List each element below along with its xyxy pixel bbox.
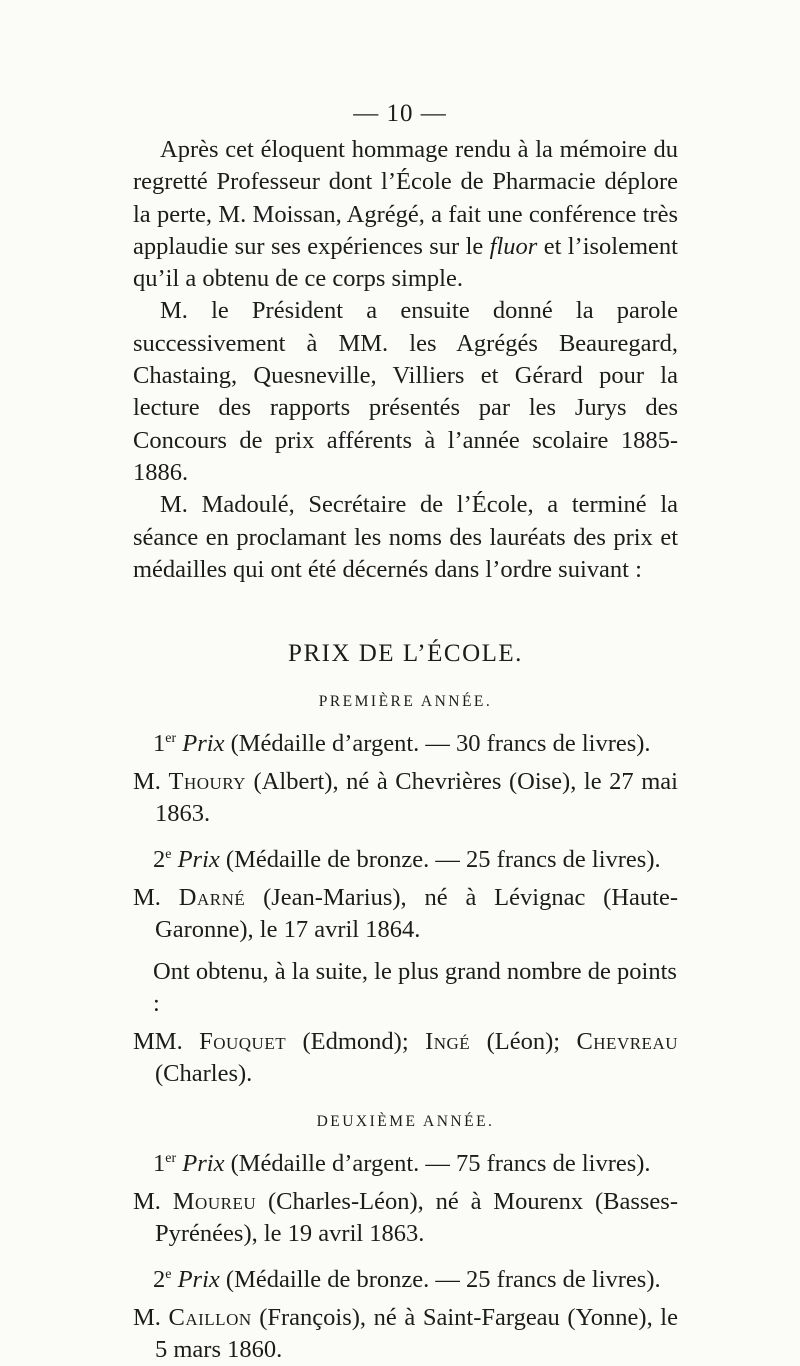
winner-name: Darné (178, 884, 246, 912)
year-heading: DEUXIÈME ANNÉE. (316, 1113, 495, 1131)
winner-name: Thoury (168, 768, 246, 796)
paragraph-text: Après cet éloquent hommage rendu à la mémoire du regretté Professeur dont l’École de Pharmacie déplore la perte, M. Moissan, Agrégé, a fait une conférence très applaudie sur ses expériences sur le (133, 136, 678, 260)
winner-details: (Albert), né à Chevrières (Oise), le 27 mai 1863. (155, 768, 678, 828)
winner-name: Moureu (172, 1188, 257, 1216)
winner-line (133, 1302, 678, 1366)
prize-line (133, 1264, 678, 1296)
italic-term: fluor (489, 232, 538, 260)
prize-line (133, 844, 678, 876)
winner-line (133, 1186, 678, 1250)
prize-label: Prix (182, 730, 225, 758)
prize-label: Prix (177, 1266, 220, 1294)
prize-label: Prix (177, 846, 220, 874)
winner-prefix: M. (133, 768, 169, 796)
prize-rank-suffix: er (165, 731, 177, 747)
paragraph-president: M. le Président a ensuite donné la parole successivement à MM. les Agrégés Beauregard, Chastaing, Quesneville, Villiers et Gérard pour la lecture des rapports présentés par les Jurys des Concours de prix afférents à l’année scolaire 1885-1886. (133, 297, 678, 486)
winner-prefix: M. (133, 1188, 173, 1216)
prize-detail: (Médaille de bronze. — 25 francs de livres). (219, 846, 661, 874)
prize-label: Prix (182, 1150, 225, 1178)
mention-name: Chevreau (576, 1028, 678, 1056)
winner-prefix: M. (133, 884, 179, 912)
winner-name: Caillon (168, 1304, 252, 1332)
prize-rank-suffix: e (165, 1267, 172, 1283)
prize-rank: 1 (153, 1150, 166, 1178)
winner-details: (Jean-Marius), né à Lévignac (Haute-Garonne), le 17 avril 1864. (155, 884, 678, 944)
mention-detail: (Charles). (155, 1060, 253, 1088)
prize-rank: 1 (153, 730, 166, 758)
mention-detail: (Léon); (470, 1028, 577, 1056)
prize-rank-suffix: er (165, 1151, 177, 1167)
mention-list (133, 1026, 678, 1090)
winner-details: (Charles-Léon), né à Mourenx (Basses-Pyrénées), le 19 avril 1863. (155, 1188, 678, 1248)
paragraph-madoule: M. Madoulé, Secrétaire de l’École, a terminé la séance en proclamant les noms des lauréats des prix et médailles qui ont été décernés dans l’ordre suivant : (133, 491, 678, 583)
page-number: — 10 — (353, 100, 447, 127)
winner-line (133, 882, 678, 946)
prize-detail: (Médaille de bronze. — 25 francs de livres). (219, 1266, 661, 1294)
prize-detail: (Médaille d’argent. — 30 francs de livres). (224, 730, 651, 758)
mention-name: Ingé (425, 1028, 471, 1056)
prize-detail: (Médaille d’argent. — 75 francs de livres). (224, 1150, 651, 1178)
mention-detail: (Edmond); (286, 1028, 426, 1056)
winner-details: (François), né à Saint-Fargeau (Yonne), le 5 mars 1860. (155, 1304, 678, 1364)
prize-rank: 2 (153, 1266, 166, 1294)
paragraph-text: et l’isolement qu’il a obtenu de ce corps simple. (133, 232, 678, 293)
prize-rank-suffix: e (165, 847, 172, 863)
paragraph-moissan (133, 134, 678, 295)
mention-name: Fouquet (199, 1028, 287, 1056)
mention-prefix: MM. (133, 1028, 200, 1056)
prize-line (133, 1148, 678, 1180)
section-title: PRIX DE L’ÉCOLE. (288, 640, 523, 668)
prize-rank: 2 (153, 846, 166, 874)
prize-line (133, 728, 678, 760)
page-body (133, 134, 678, 1366)
year-heading: PREMIÈRE ANNÉE. (318, 693, 493, 711)
winner-line (133, 766, 678, 830)
winner-prefix: M. (133, 1304, 169, 1332)
mention-intro: Ont obtenu, à la suite, le plus grand nombre de points : (153, 958, 677, 1018)
